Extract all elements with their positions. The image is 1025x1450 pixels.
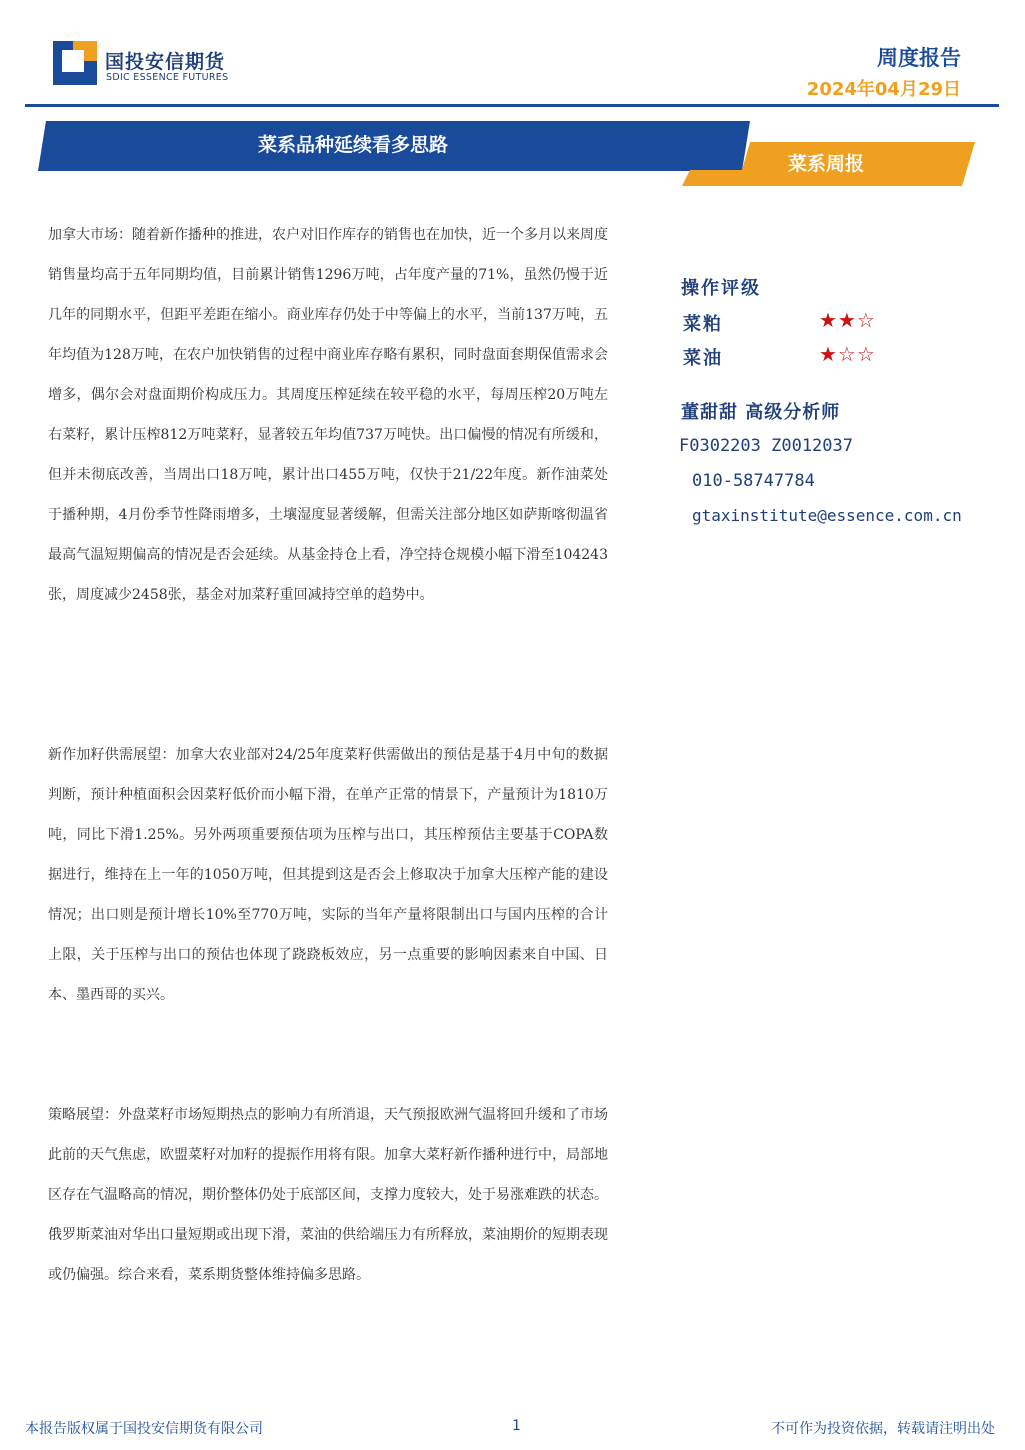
header-divider [25,104,999,107]
page-number: 1 [512,1418,521,1434]
footer-disclaimer: 不可作为投资依据，转载请注明出处 [771,1421,995,1437]
report-series-tag: 菜系周报 [787,153,864,175]
report-title: 菜系品种延续看多思路 [257,134,448,156]
logo-english-name: SDIC ESSENCE FUTURES [106,72,229,83]
paragraph-canada-market: 加拿大市场：随着新作播种的推进，农户对旧作库存的销售也在加快，近一个多月以来周度销售量均高于五年同期均值，目前累计销售1296万吨，占年度产量的71%，虽然仍慢于近几年的同期水平，但距平差距在缩小。商业库存仍处于中等偏上的水平，当前137万吨，五年均值为128万吨，在农户加快销售的过程中商业库存略有累积，同时盘面套期保值需求会增多，偶尔会对盘面期价构成压力。其周度压榨延续在较平稳的水平，每周压榨20万吨左右菜籽，累计压榨812万吨菜籽，显著较五年均值737万吨快。出口偏慢的情况有所缓和，但并未彻底改善，当周出口18万吨，累计出口455万吨，仅快于21/22年度。新作油菜处于播种期，4月份季节性降雨增多，土壤湿度显著缓解，但需关注部分地区如萨斯喀彻温省最高气温短期偏高的情况是否会延续。从基金持仓上看，净空持仓规模小幅下滑至104243张，周度减少2458张，基金对加菜籽重回减持空单的趋势中。 [48,227,608,603]
rating-item-name: 菜粕 [683,314,723,335]
rating-title: 操作评级 [681,278,761,299]
analyst-license: F0302203 Z0012037 [679,436,853,456]
company-logo [53,41,243,86]
rating-item-name: 菜油 [683,348,723,369]
logo-mark-icon [53,41,97,85]
report-date: 2024年04月29日 [806,79,961,100]
report-type: 周度报告 [877,46,961,70]
footer-copyright: 本报告版权属于国投安信期货有限公司 [25,1421,263,1437]
logo-chinese-name: 国投安信期货 [105,51,226,73]
paragraph-strategy-outlook: 策略展望：外盘菜籽市场短期热点的影响力有所消退，天气预报欧洲气温将回升缓和了市场此前的天气焦虑，欧盟菜籽对加籽的提振作用将有限。加拿大菜籽新作播种进行中，局部地区存在气温略高的情况，期价整体仍处于底部区间，支撑力度较大，处于易涨难跌的状态。俄罗斯菜油对华出口量短期或出现下滑，菜油的供给端压力有所释放，菜油期价的短期表现或仍偏强。综合来看，菜系期货整体维持偏多思路。 [48,1107,608,1283]
paragraph-new-crop-outlook: 新作加籽供需展望：加拿大农业部对24/25年度菜籽供需做出的预估是基于4月中旬的数据判断，预计种植面积会因菜籽低价而小幅下滑，在单产正常的情景下，产量预计为1810万吨，同比下滑1.25%。另外两项重要预估项为压榨与出口，其压榨预估主要基于COPA数据进行，维持在上一年的1050万吨，但其提到这是否会上修取决于加拿大压榨产能的建设情况；出口则是预计增长10%至770万吨，实际的当年产量将限制出口与国内压榨的合计上限，关于压榨与出口的预估也体现了跷跷板效应，另一点重要的影响因素来自中国、日本、墨西哥的买兴。 [48,747,608,1003]
rating-stars-icon: ★☆☆ [819,342,876,366]
analyst-phone: 010-58747784 [692,471,815,491]
rating-stars-icon: ★★☆ [819,308,876,332]
analyst-email[interactable]: gtaxinstitute@essence.com.cn [692,506,962,525]
analyst-name: 董甜甜 高级分析师 [681,402,841,423]
